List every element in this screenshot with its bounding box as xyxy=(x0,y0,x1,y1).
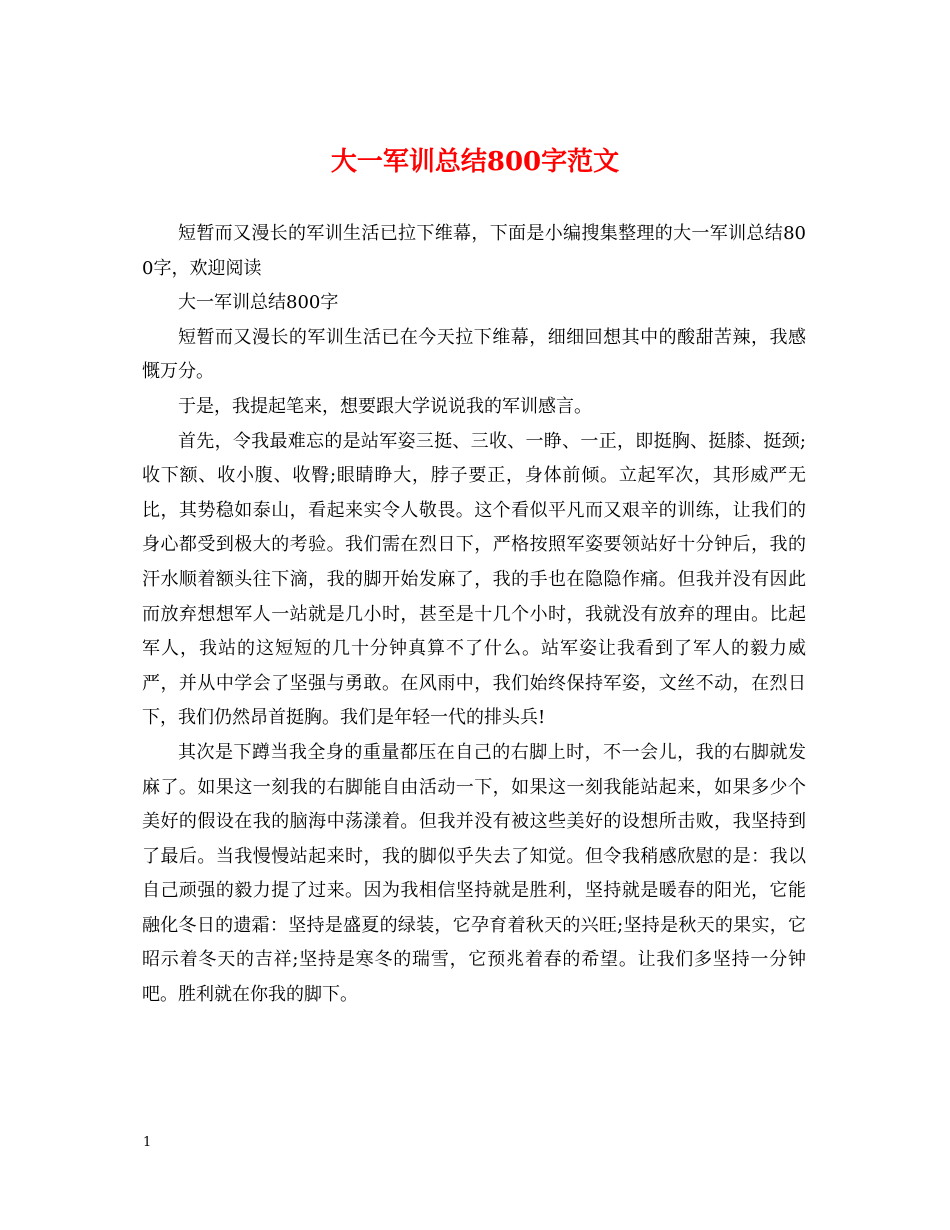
paragraph-4: 其次是下蹲当我全身的重量都压在自己的右脚上时，不一会儿，我的右脚就发麻了。如果这一刻我的右脚能自由活动一下，如果这一刻我能站起来，如果多少个美好的假设在我的脑海中荡漾着。但我并没有被这些美好的设想所击败，我坚持到了最后。当我慢慢站起来时，我的脚似乎失去了知觉。但令我稍感欣慰的是：我以自己顽强的毅力提了过来。因为我相信坚持就是胜利，坚持就是暖春的阳光，它能融化冬日的遗霜：坚持是盛夏的绿装，它孕育着秋天的兴旺;坚持是秋天的果实，它昭示着冬天的吉祥;坚持是寒冬的瑞雪，它预兆着春的希望。让我们多坚持一分钟吧。胜利就在你我的脚下。 xyxy=(142,741,806,1006)
paragraph-2: 于是，我提起笔来，想要跟大学说说我的军训感言。 xyxy=(178,395,592,417)
paragraph-1: 短暂而又漫长的军训生活已在今天拉下维幕，细细回想其中的酸甜苦辣，我感慨万分。 xyxy=(142,326,806,383)
paragraph-3: 首先，令我最难忘的是站军姿三挺、三收、一睁、一正，即挺胸、挺膝、挺颈;收下额、收小腹、收臀;眼睛睁大，脖子要正，身体前倾。立起军次，其形威严无比，其势稳如泰山，看起来实令人敬畏。这个看似平凡而又艰辛的训练，让我们的身心都受到极大的考验。我们需在烈日下，严格按照军姿要领站好十分钟后，我的汗水顺着额头往下滴，我的脚开始发麻了，我的手也在隐隐作痛。但我并没有因此而放弃想想军人一站就是几小时，甚至是十几个小时，我就没有放弃的理由。比起军人，我站的这短短的几十分钟真算不了什么。站军姿让我看到了军人的毅力威严，并从中学会了坚强与勇敢。在风雨中，我们始终保持军姿，文丝不动，在烈日下，我们仍然昂首挺胸。我们是年轻一代的排头兵! xyxy=(142,430,806,729)
paragraph-subheading: 大一军训总结800字 xyxy=(178,292,339,314)
document-title: 大一军训总结800字范文 xyxy=(330,147,620,177)
page-number: 1 xyxy=(143,1135,152,1150)
paragraph-intro: 短暂而又漫长的军训生活已拉下维幕，下面是小编搜集整理的大一军训总结800字，欢迎阅读 xyxy=(142,223,806,279)
document-body xyxy=(142,217,806,1013)
